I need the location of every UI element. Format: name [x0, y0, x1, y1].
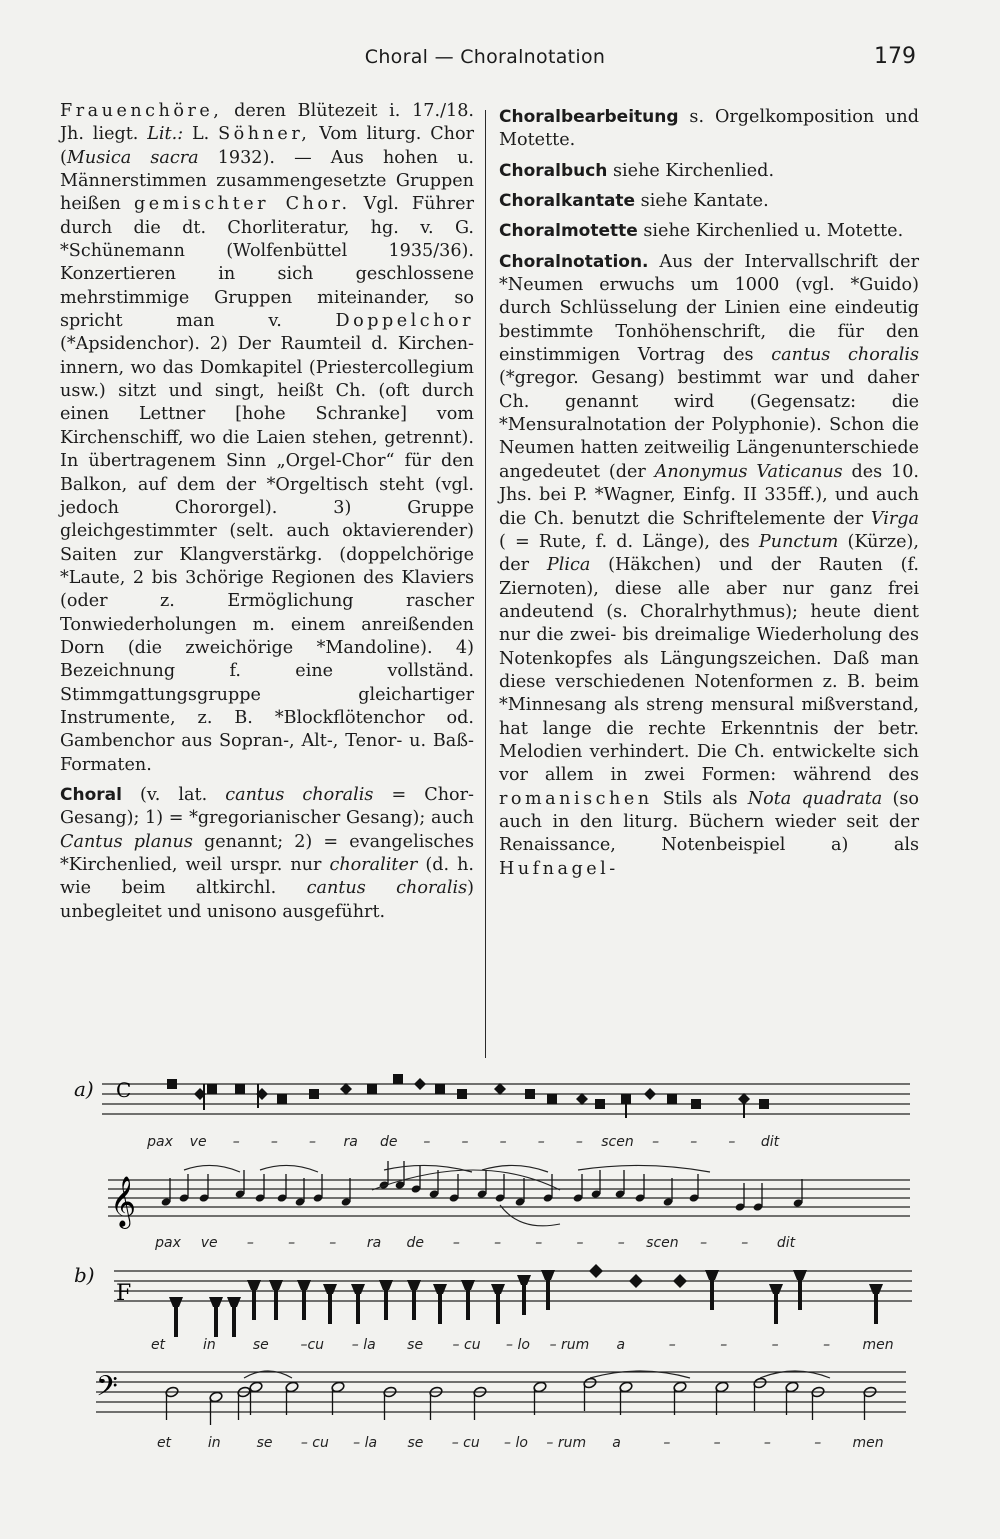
staff-b-hufnagel [114, 1271, 912, 1301]
lyric-syllable: – lo [504, 1435, 528, 1451]
headword: Choralbearbeitung [499, 107, 679, 127]
lyric-syllable: de [380, 1134, 398, 1150]
lyric-syllable: – [690, 1134, 698, 1150]
note-head [255, 1193, 266, 1202]
lyric-syllable: a [612, 1435, 621, 1451]
lyric-syllable: – [668, 1337, 676, 1353]
italic-term: Nota quadrata [747, 788, 883, 809]
headword: Choralmotette [499, 221, 638, 242]
lyric-syllable: – [617, 1235, 625, 1251]
neume-punctum [595, 1099, 605, 1109]
neume-rhombus [340, 1083, 352, 1095]
note-head [411, 1184, 422, 1193]
slur [384, 1165, 472, 1172]
neume-rhombus [738, 1093, 750, 1105]
neume-punctum [207, 1084, 217, 1094]
hufnagel-head [379, 1280, 393, 1290]
text-run: des 10. Jhs. bei P. *Wagner, Einfg. II 335ff.), und auch die Ch. benutzt die Schriftelemente der [499, 461, 919, 529]
slur [244, 1371, 292, 1378]
note-head [663, 1197, 674, 1206]
hufnagel-head [705, 1270, 719, 1280]
hufnagel-head [517, 1275, 531, 1285]
hufnagel-head [351, 1284, 365, 1294]
hufnagel-head [491, 1284, 505, 1294]
note-head [673, 1381, 687, 1393]
text-run: siehe Kirchenlied. [607, 160, 775, 181]
lyric-syllable: ve [189, 1134, 207, 1150]
note-head [689, 1193, 700, 1202]
lyric-syllable: – [499, 1134, 507, 1150]
text-run: Aus der Intervallschrift der *Neumen erwuchs um 1000 (vgl. *Guido) durch Schlüsselung der Linien eine eindeutig bestimmte Tonhöhenschrift, die für den einstimmigen Vortrag des [499, 251, 919, 366]
lyric-syllable: – [288, 1235, 296, 1251]
text-run: siehe Kirchenlied u. Motette. [637, 221, 904, 242]
lyric-syllable: – [423, 1134, 431, 1150]
lyric-syllable: – [652, 1134, 660, 1150]
lyric-syllable: men [852, 1435, 884, 1451]
lyric-syllable: se [252, 1337, 269, 1353]
lyric-syllable: – [232, 1134, 240, 1150]
hufnagel-head [541, 1270, 555, 1280]
hufnagel-head [869, 1284, 883, 1294]
lyric-syllable: – [329, 1235, 337, 1251]
headword: Choralkantate [499, 191, 636, 212]
note-head [635, 1193, 646, 1202]
italic-term: Cantus planus [60, 831, 193, 852]
spaced-term: Frauenchöre, [60, 101, 223, 121]
lyric-syllable: – [576, 1235, 584, 1251]
lyric-syllable: et [156, 1435, 172, 1451]
hufnagel-head [433, 1284, 447, 1294]
entry-choralbearbeitung [499, 106, 919, 153]
page-number: 179 [874, 44, 916, 69]
note-head [395, 1180, 406, 1189]
note-head [429, 1189, 440, 1198]
hufnagel-rhombus [629, 1274, 643, 1288]
lyric-syllable: – [823, 1337, 831, 1353]
note-head [449, 1193, 460, 1202]
lyrics-a2 [154, 1235, 796, 1251]
neume-punctum [435, 1084, 445, 1094]
note-head [249, 1381, 263, 1393]
text-run: siehe Kantate. [635, 191, 769, 212]
neume-punctum [393, 1074, 403, 1084]
note-head [785, 1381, 799, 1393]
italic-term: cantus choralis [225, 784, 374, 805]
neume-punctum [367, 1084, 377, 1094]
lyric-syllable: de [406, 1235, 424, 1251]
italic-term: Anonymus Vaticanus [654, 461, 843, 482]
hufnagel-rhombus [589, 1264, 603, 1278]
italic-term: choraliter [329, 855, 418, 875]
lyric-syllable: – [270, 1134, 278, 1150]
neume-punctum [235, 1084, 245, 1094]
lyrics-b1 [151, 1337, 894, 1353]
lyric-syllable: dit [776, 1235, 796, 1251]
spaced-term: gemischter Chor. [133, 194, 351, 215]
lit-label: Lit.: [147, 124, 184, 145]
lyric-syllable: ra [366, 1235, 382, 1251]
note-head [715, 1381, 729, 1393]
note-head [793, 1198, 804, 1207]
lyric-syllable: –cu [300, 1337, 325, 1353]
note-head [295, 1197, 306, 1206]
c-clef-icon: C [116, 1078, 132, 1102]
note-head [591, 1189, 602, 1198]
lyric-syllable: – [452, 1235, 460, 1251]
lyric-syllable: – [537, 1134, 545, 1150]
note-head [533, 1381, 547, 1393]
entry-choralbuch [499, 160, 919, 183]
note-group [161, 1161, 804, 1226]
neume-rhombus [644, 1088, 656, 1100]
note-head [235, 1189, 246, 1198]
right-column [499, 106, 919, 881]
phrase-slur [500, 1205, 560, 1226]
note-group [169, 1264, 883, 1337]
lyric-syllable: – lo [506, 1337, 530, 1353]
lyric-syllable: dit [760, 1134, 780, 1150]
lyric-syllable: – [720, 1337, 728, 1353]
note-head [735, 1202, 746, 1211]
neume-rhombus [414, 1078, 426, 1090]
neume-punctum [457, 1089, 467, 1099]
hufnagel-rhombus [673, 1274, 687, 1288]
note-head [495, 1193, 506, 1202]
phrase-slur [372, 1170, 560, 1190]
hufnagel-head [769, 1284, 783, 1294]
text-run: (d. h. wie beim altkirchl. [60, 855, 475, 899]
hufnagel-head [269, 1280, 283, 1290]
note-head [277, 1193, 288, 1202]
running-head: Choral — Choralnotation [364, 46, 606, 68]
hufnagel-head [169, 1297, 183, 1307]
note-head [285, 1381, 299, 1393]
text-run: Vom liturg. Chor ( [60, 124, 474, 168]
note-head [161, 1197, 172, 1206]
lyric-syllable: men [862, 1337, 894, 1353]
lyric-syllable: – [575, 1134, 583, 1150]
text-run: = Chor-Gesang); 1) = *gregorianischer Gesang); auch [60, 784, 475, 829]
lyric-syllable: pax [147, 1134, 173, 1150]
entry-choralmotette [499, 220, 919, 243]
column-divider [485, 110, 486, 1058]
lyric-syllable: – [663, 1435, 671, 1451]
staff-a-modern [108, 1180, 910, 1216]
italic-term: Virga [870, 508, 919, 529]
text-run: (so auch in den liturg. Büchern wieder seit der Renaissance, Notenbeispiel a) als [499, 788, 919, 856]
note-head [383, 1386, 397, 1398]
lyric-syllable: – [771, 1337, 779, 1353]
note-head [209, 1391, 223, 1403]
note-head [331, 1381, 345, 1393]
note-head [477, 1189, 488, 1198]
lyric-syllable: scen [646, 1235, 679, 1251]
note-head [313, 1193, 324, 1202]
neume-punctum [277, 1094, 287, 1104]
neume-punctum [667, 1094, 677, 1104]
neume-punctum [167, 1079, 177, 1089]
note-head [863, 1386, 877, 1398]
lyric-syllable: – la [353, 1435, 378, 1451]
lyric-syllable: in [203, 1337, 216, 1353]
text-run: genannt; 2) = evangelisches *Kirchenlied, weil urspr. nur [60, 831, 474, 875]
lyric-syllable: – [728, 1134, 736, 1150]
lyric-syllable: – rum [549, 1337, 590, 1353]
entry-choral [60, 784, 474, 924]
note-head [179, 1193, 190, 1202]
neume-punctum [309, 1089, 319, 1099]
hufnagel-head [793, 1270, 807, 1280]
text-run: s. Orgelkomposition und Motette. [499, 107, 919, 151]
lyric-syllable: pax [155, 1235, 181, 1251]
note-head [429, 1386, 443, 1398]
italic-title: Musica sacra [66, 147, 199, 168]
note-head [615, 1189, 626, 1198]
text-run: 1932). — Aus hohen u. Männerstimmen zusammengesetzte Gruppen heißen [60, 147, 474, 215]
slur [578, 1165, 710, 1172]
spaced-term: romanischen [499, 788, 653, 809]
text-run: (*gregor. Gesang) bestimmt war und daher Ch. genannt wird (Gegensatz: die *Mensuralnotation der Polyphonie). Schon die Neumen hatten zeitweilig Längenunterschiede angedeutet (der [499, 368, 919, 482]
lyric-syllable: – rum [546, 1435, 587, 1451]
spaced-term: Hufnagel- [499, 858, 619, 879]
lyric-syllable: se [407, 1337, 424, 1353]
lyric-syllable: scen [601, 1134, 634, 1150]
hufnagel-head [209, 1297, 223, 1307]
note-head [199, 1193, 210, 1202]
note-head [515, 1197, 526, 1206]
lyrics-a1 [146, 1134, 780, 1150]
neume-group [167, 1074, 769, 1118]
note-head [473, 1386, 487, 1398]
neume-punctum [759, 1099, 769, 1109]
lyric-syllable: se [407, 1435, 424, 1451]
note-head [165, 1386, 179, 1398]
italic-term: Punctum [758, 531, 839, 552]
neume-rhombus [494, 1083, 506, 1095]
spaced-author: Söhner, [218, 124, 311, 145]
example-b-label: b) [74, 1263, 95, 1287]
entry-choralkantate [499, 190, 919, 213]
neume-punctum [525, 1089, 535, 1099]
hufnagel-head [461, 1280, 475, 1290]
lyric-syllable: se [256, 1435, 273, 1451]
note-head [237, 1386, 251, 1398]
staff-a-neumes [102, 1084, 910, 1114]
neume-punctum [691, 1099, 701, 1109]
neume-rhombus [194, 1088, 206, 1100]
lyric-syllable: – la [351, 1337, 376, 1353]
text-run: L. [183, 124, 219, 145]
headword: Choralbuch [499, 160, 608, 181]
lyric-syllable: – cu [452, 1337, 481, 1353]
lyric-syllable: – [535, 1235, 543, 1251]
text-run: Stils als [652, 788, 748, 809]
lyric-syllable: et [150, 1337, 166, 1353]
italic-term: cantus choralis [771, 345, 919, 366]
lyric-syllable: – [763, 1435, 771, 1451]
treble-clef-icon: 𝄞 [110, 1176, 137, 1227]
italic-term: cantus choralis [306, 878, 468, 899]
hufnagel-head [297, 1280, 311, 1290]
note-head [341, 1197, 352, 1206]
headword: Choralnotation. [499, 251, 649, 272]
text-run: ) unbegleitet und unisono ausgeführt. [60, 878, 474, 922]
note-head [753, 1202, 764, 1211]
slur [482, 1165, 548, 1172]
neume-punctum [621, 1094, 631, 1104]
neume-punctum [547, 1094, 557, 1104]
slur [184, 1165, 240, 1172]
entry-choralnotation [499, 251, 919, 881]
lyric-syllable: – [814, 1435, 822, 1451]
f-clef-icon: F [116, 1281, 132, 1306]
spaced-term: Doppelchor [335, 311, 474, 332]
lyric-syllable: – [246, 1235, 254, 1251]
lyric-syllable: – cu [300, 1435, 329, 1451]
slur [760, 1371, 830, 1378]
note-head [543, 1193, 554, 1202]
lyric-syllable: ve [200, 1235, 218, 1251]
staff-b-modern [96, 1372, 906, 1412]
lyric-syllable: – [309, 1134, 316, 1150]
lyric-syllable: – [461, 1134, 469, 1150]
note-group [165, 1371, 877, 1425]
lyric-syllable: ra [343, 1134, 358, 1150]
text-run: ( = Rute, f. d. Länge), des [499, 531, 759, 552]
hufnagel-head [323, 1284, 337, 1294]
headword-choral: Choral [60, 784, 122, 805]
note-head [583, 1377, 597, 1389]
italic-term: Plica [546, 555, 591, 576]
hufnagel-head [247, 1280, 261, 1290]
lyric-syllable: – [494, 1235, 502, 1251]
lyric-syllable: – [741, 1235, 749, 1251]
slur [590, 1371, 690, 1378]
lyric-syllable: a [616, 1337, 626, 1353]
lyrics-b2 [157, 1435, 884, 1451]
text-run: Vgl. Führer durch die dt. Chorliteratur, hg. v. G. *Schünemann (Wolfenbüttel 1935/36). Konzertieren in sich geschlossene mehrstimmige Gruppen miteinander, so spricht man v. [60, 194, 474, 332]
example-a-label: a) [74, 1077, 94, 1101]
neume-rhombus [576, 1093, 588, 1105]
paragraph-frauenchoere [60, 100, 474, 777]
note-head [573, 1193, 584, 1202]
text-run: (Kürze), der [499, 531, 919, 576]
note-head [619, 1381, 633, 1393]
note-head [379, 1180, 390, 1189]
hufnagel-head [407, 1280, 421, 1290]
text-run: (v. lat. [121, 784, 226, 805]
note-head [753, 1377, 767, 1389]
text-run: (Häkchen) und der Rauten (f. Ziernoten), diese alle aber nur ganz frei andeutend (s. Choralrhythmus); heute dient nur die zwei- bis dreimalige Wiederholung des Notenkopfes als Längungszeichen. Daß man diese verschiedenen Notenformen z. B. beim *Minnesang als streng mensural mißverstand, hat lange die rechte Erkenntnis der betr. Melodien verhindert. Die Ch. entwickelte sich vor allem in zwei Formen: während des [499, 555, 919, 786]
text-run: (*Apsidenchor). 2) Der Raumteil d. Kircheninnern, wo das Domkapitel (Priestercollegium usw.) sitzt und singt, heißt Ch. (oft durch einen Lettner [hohe Schranke] vom Kirchenschiff, wo die Laien stehen, getrennt). In übertragenem Sinn „Orgel-Chor“ für den Balkon, auf dem der *Orgeltisch steht (vgl. jedoch Chororgel). 3) Gruppe gleichgestimmter (selt. auch oktavierender) Saiten zur Klangverstärkg. (doppelchörige *Laute, 2 bis 3chörige Regionen des Klaviers (oder z. Ermöglichung rascher Tonwiederholungen m. einem anreißenden Dorn (die zweichörige *Mandoline). 4) Bezeichnung f. eine vollständ. Stimmgattungsgruppe gleichartiger Instrumente, z. B. *Blockflötenchor od. Gambenchor aus Sopran-, Alt-, Tenor- u. Baß-Formaten. [60, 334, 474, 775]
note-head [811, 1386, 825, 1398]
lyric-syllable: in [207, 1435, 221, 1451]
bass-clef-icon: 𝄢 [96, 1370, 118, 1410]
slur [260, 1165, 318, 1172]
text-run: deren Blütezeit i. 17./18. Jh. liegt. [60, 101, 474, 145]
lyric-syllable: – [713, 1435, 721, 1451]
neume-rhombus [256, 1088, 268, 1100]
lyric-syllable: – cu [451, 1435, 480, 1451]
left-column [60, 100, 474, 924]
lyric-syllable: – [700, 1235, 708, 1251]
hufnagel-head [227, 1297, 241, 1307]
